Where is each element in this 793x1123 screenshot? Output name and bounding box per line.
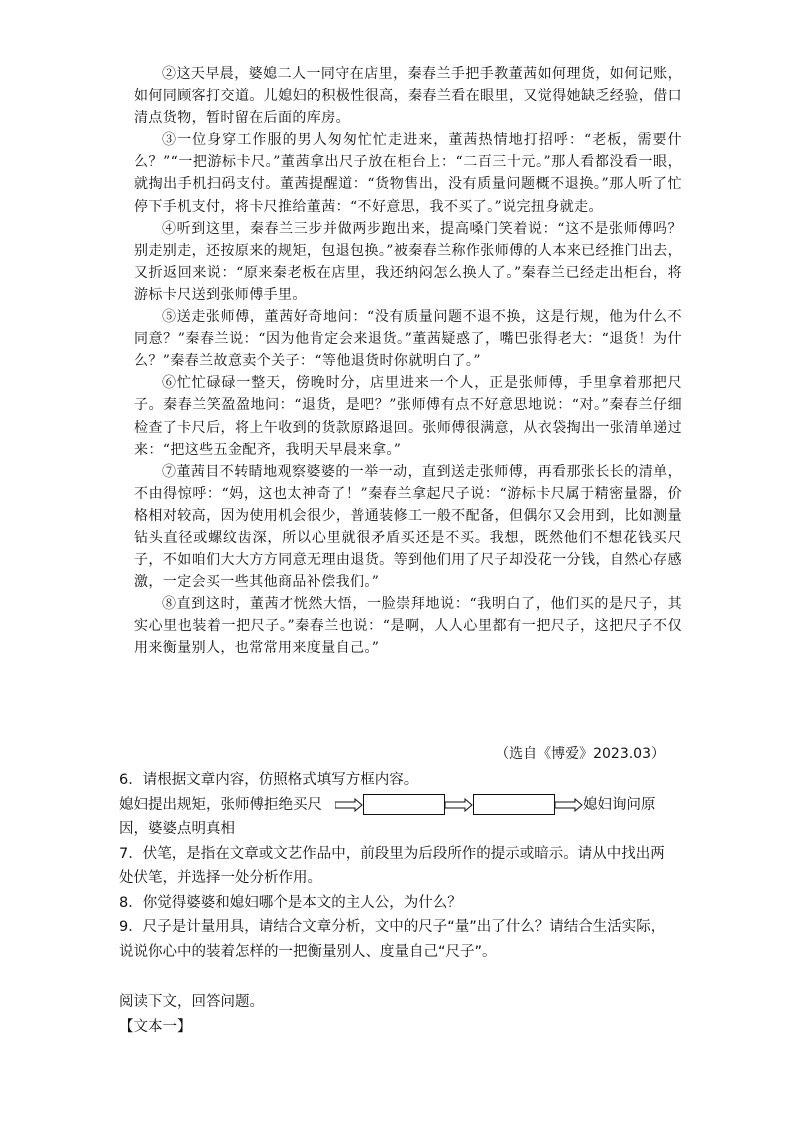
text-one-heading: 【文本一】 bbox=[119, 1018, 192, 1035]
reading-instruction: 阅读下文，回答问题。 bbox=[119, 994, 264, 1010]
paragraph-8: ⑧直到这时，董茜才恍然大悟，一脸崇拜地说：“我明白了，他们买的是尺子，其实心里也装着一把尺子。”秦春兰也说：“是啊，人人心里都有一把尺子，这把尺子不仅用来衡量别人，也常常用来度量自己。” bbox=[134, 596, 682, 657]
paragraph-2: ②这天早晨，婆媳二人一同守在店里，秦春兰手把手教董茜如何理货，如何记账，如何同顾客打交道。儿媳妇的积极性很高，秦春兰看在眼里，又觉得她缺乏经验，借口清点货物，暂时留在后面的库房。 bbox=[134, 66, 682, 127]
question-9: 9．尺子是计量用具，请结合文章分析，文中的尺子“量”出了什么？请结合生活实际，说说你心中的装着怎样的一把衡量别人、度量自己“尺子”。 bbox=[119, 919, 666, 960]
flow-arrow-icon bbox=[445, 798, 473, 812]
source-citation: （选自《博爱》2023.03） bbox=[495, 746, 665, 762]
paragraph-7: ⑦董茜目不转睛地观察婆婆的一举一动，直到送走张师傅，再看那张长长的清单，不由得惊呼：“妈，这也太神奇了！”秦春兰拿起尺子说：“游标卡尺属于精密量器，价格相对较高，因为使用机会很少，普通装修工一般不配备，但偶尔又会用到，比如测量钻头直径或螺纹齿深，所以心里就很矛盾买还是不买。我想，既然他们不想花钱买尺子，不如咱们大大方方同意无理由退货。等到他们用了尺子却没花一分钱，自然心存感激，一定会买一些其他商品补偿我们。” bbox=[134, 463, 682, 591]
flow-arrow-icon bbox=[335, 798, 363, 812]
flow-start-text: 媳妇提出规矩，张师傅拒绝买尺 bbox=[119, 796, 322, 813]
question-6: 6．请根据文章内容，仿照格式填写方框内容。 bbox=[119, 772, 419, 788]
flow-end-text: 媳妇询问原 bbox=[583, 796, 656, 813]
flow-continuation-text: 因，婆婆点明真相 bbox=[119, 821, 235, 837]
answer-box-1[interactable] bbox=[363, 794, 445, 815]
spacer bbox=[119, 964, 674, 990]
story-passage bbox=[134, 63, 682, 660]
paragraph-6: ⑥忙忙碌碌一整天，傍晚时分，店里进来一个人，正是张师傅，手里拿着那把尺子。秦春兰笑盈盈地问：“退货，是吧？”张师傅有点不好意思地说：“对。”秦春兰仔细检查了卡尺后，将上午收到的货款原路退回。张师傅很满意，从衣袋掏出一张清单递过来：“把这些五金配齐，我明天早晨来拿。” bbox=[134, 375, 682, 458]
question-list bbox=[119, 768, 674, 1039]
question-7: 7．伏笔，是指在文章或文艺作品中，前段里为后段所作的提示或暗示。请从中找出两处伏笔，并选择一处分析作用。 bbox=[119, 845, 665, 886]
question-6-flowchart bbox=[119, 793, 674, 842]
paragraph-3: ③一位身穿工作服的男人匆匆忙忙走进来，董茜热情地打招呼：“老板，需要什么？”“一把游标卡尺。”董茜拿出尺子放在柜台上：“二百三十元。”那人看都没看一眼，就掏出手机扫码支付。董茜提醒道：“货物售出，没有质量问题概不退换。”那人听了忙停下手机支付，将卡尺推给董茜：“不好意思，我不买了。”说完扭身就走。 bbox=[134, 132, 682, 215]
question-8: 8．你觉得婆婆和媳妇哪个是本文的主人公，为什么？ bbox=[119, 894, 462, 911]
flow-arrow-icon bbox=[555, 798, 583, 812]
answer-box-2[interactable] bbox=[473, 794, 555, 815]
paragraph-5: ⑤送走张师傅，董茜好奇地问：“没有质量问题不退不换，这是行规，他为什么不同意？”秦春兰说：“因为他肯定会来退货。”董茜疑惑了，嘴巴张得老大：“退货！为什么？”秦春兰故意卖个关子：“等他退货时你就明白了。” bbox=[134, 309, 682, 370]
paragraph-4: ④听到这里，秦春兰三步并做两步跑出来，提高嗓门笑着说：“这不是张师傅吗？别走别走，还按原来的规矩，包退包换。”被秦春兰称作张师傅的人本来已经推门出去，又折返回来说：“原来秦老板在店里，我还纳闷怎么换人了。”秦春兰已经走出柜台，将游标卡尺送到张师傅手里。 bbox=[134, 220, 682, 303]
